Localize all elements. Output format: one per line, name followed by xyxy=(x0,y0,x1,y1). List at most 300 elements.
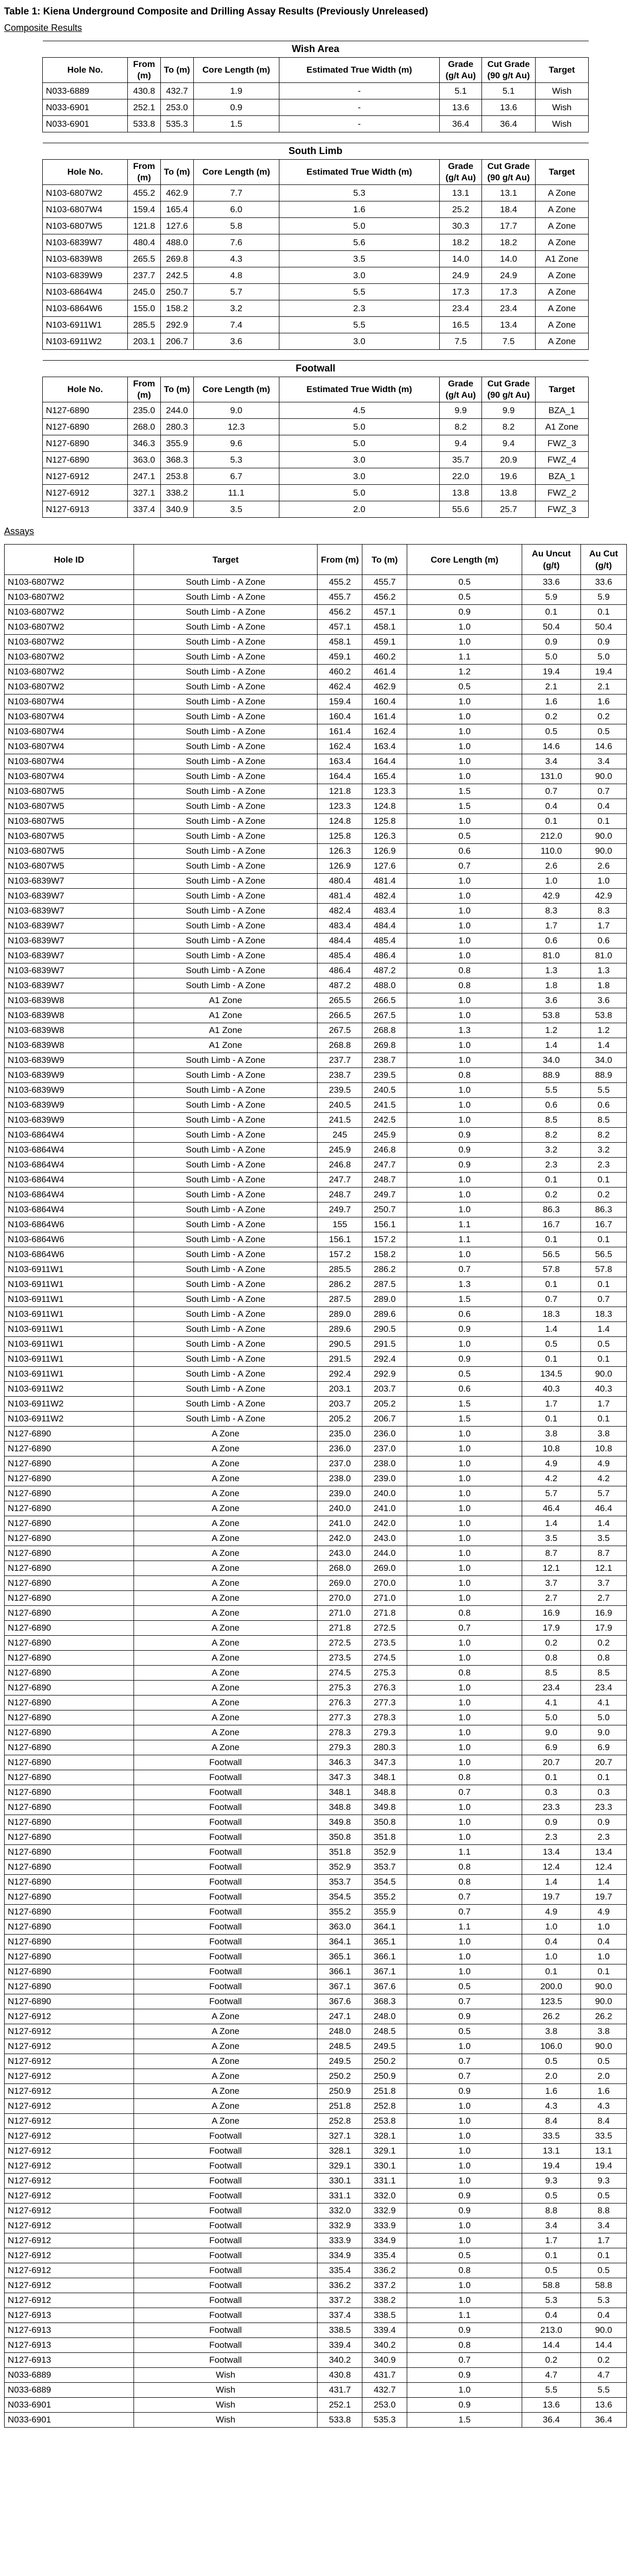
table-cell: 268.8 xyxy=(318,1038,362,1053)
table-cell: 346.3 xyxy=(318,1755,362,1770)
table-cell: A1 Zone xyxy=(535,251,588,267)
table-cell: 2.3 xyxy=(580,1158,626,1173)
table-cell: 36.4 xyxy=(482,116,535,132)
table-cell: 487.2 xyxy=(362,963,407,978)
table-cell: 240.0 xyxy=(318,1501,362,1516)
table-cell: 368.3 xyxy=(160,452,193,468)
table-cell: 1.0 xyxy=(407,1247,522,1262)
table-row xyxy=(5,2308,627,2323)
document-title: Table 1: Kiena Underground Composite and Drilling Assay Results (Previously Unreleased) xyxy=(4,6,428,17)
table-cell: 0.2 xyxy=(580,709,626,724)
table-cell: 457.1 xyxy=(362,605,407,620)
table-cell: 23.3 xyxy=(522,1800,581,1815)
table-cell: 0.5 xyxy=(407,829,522,844)
table-cell: 4.2 xyxy=(522,1471,581,1486)
table-cell: 245 xyxy=(318,1128,362,1143)
table-cell: 1.4 xyxy=(522,1516,581,1531)
table-cell: South Limb - A Zone xyxy=(134,605,318,620)
table-cell: N103-6807W5 xyxy=(5,799,134,814)
table-cell: 1.0 xyxy=(407,1202,522,1217)
table-cell: 5.0 xyxy=(279,485,439,501)
table-cell: 366.1 xyxy=(362,1950,407,1964)
table-cell: 367.6 xyxy=(318,1994,362,2009)
table-cell: A Zone xyxy=(134,2009,318,2024)
table-cell: N103-6864W4 xyxy=(5,1188,134,1202)
table-cell: N103-6839W7 xyxy=(5,934,134,948)
table-cell: 0.5 xyxy=(407,1979,522,1994)
composite-header-row xyxy=(43,377,589,402)
table-cell: 1.3 xyxy=(407,1023,522,1038)
table-cell: South Limb - A Zone xyxy=(134,1367,318,1382)
table-row xyxy=(43,201,589,218)
table-cell: N127-6890 xyxy=(5,1994,134,2009)
table-cell: 42.9 xyxy=(580,889,626,904)
table-row xyxy=(43,284,589,300)
table-cell: 0.1 xyxy=(522,1770,581,1785)
table-cell: Footwall xyxy=(134,1860,318,1875)
table-cell: N103-6807W2 xyxy=(5,605,134,620)
column-header: Hole No. xyxy=(43,377,128,402)
table-cell: 243.0 xyxy=(362,1531,407,1546)
table-row xyxy=(5,1666,627,1681)
table-row xyxy=(5,829,627,844)
table-cell: N103-6864W6 xyxy=(5,1217,134,1232)
table-cell: 158.2 xyxy=(362,1247,407,1262)
table-cell: 273.5 xyxy=(362,1636,407,1651)
table-cell: 340.9 xyxy=(362,2353,407,2368)
table-cell: N127-6890 xyxy=(5,1681,134,1696)
table-cell: 1.0 xyxy=(407,1740,522,1755)
table-cell: 0.1 xyxy=(580,814,626,829)
table-cell: Footwall xyxy=(134,2174,318,2189)
table-cell: 459.1 xyxy=(318,650,362,665)
table-row xyxy=(5,1053,627,1068)
table-row xyxy=(5,1531,627,1546)
table-cell: 333.9 xyxy=(318,2233,362,2248)
table-cell: N127-6890 xyxy=(43,402,128,419)
table-cell: 461.4 xyxy=(362,665,407,680)
table-cell: 86.3 xyxy=(580,1202,626,1217)
table-cell: N103-6807W2 xyxy=(5,620,134,635)
table-cell: 90.0 xyxy=(580,2039,626,2054)
table-cell: 110.0 xyxy=(522,844,581,859)
table-cell: South Limb - A Zone xyxy=(134,1247,318,1262)
table-cell: 355.9 xyxy=(160,435,193,452)
table-cell: 235.0 xyxy=(128,402,161,419)
table-cell: 9.3 xyxy=(580,2174,626,2189)
table-row xyxy=(43,218,589,234)
table-cell: 90.0 xyxy=(580,1994,626,2009)
table-cell: N127-6890 xyxy=(5,1486,134,1501)
table-cell: 269.0 xyxy=(318,1576,362,1591)
table-cell: 533.8 xyxy=(128,116,161,132)
table-cell: 482.4 xyxy=(362,889,407,904)
table-cell: 1.0 xyxy=(407,1636,522,1651)
table-cell: 248.5 xyxy=(362,2024,407,2039)
table-cell: N033-6901 xyxy=(5,2413,134,2428)
table-cell: 456.2 xyxy=(362,590,407,605)
table-cell: 0.2 xyxy=(580,2353,626,2368)
table-cell: 0.5 xyxy=(522,2263,581,2278)
table-row xyxy=(5,739,627,754)
group-gap-cell xyxy=(43,350,589,361)
table-cell: 126.3 xyxy=(318,844,362,859)
table-cell: 81.0 xyxy=(522,948,581,963)
table-row xyxy=(5,978,627,993)
table-cell: 5.3 xyxy=(580,2293,626,2308)
table-cell: 1.0 xyxy=(407,993,522,1008)
table-cell: 25.2 xyxy=(439,201,482,218)
table-cell: 1.0 xyxy=(580,1950,626,1964)
table-cell: 272.5 xyxy=(318,1636,362,1651)
table-cell: 1.4 xyxy=(522,1875,581,1890)
table-cell: 33.6 xyxy=(522,575,581,590)
table-cell: 23.4 xyxy=(522,1681,581,1696)
column-header: From (m) xyxy=(128,377,161,402)
table-cell: Footwall xyxy=(134,1890,318,1905)
table-row xyxy=(5,575,627,590)
table-cell: 8.7 xyxy=(580,1546,626,1561)
table-cell: 245.0 xyxy=(128,284,161,300)
table-cell: 156.1 xyxy=(318,1232,362,1247)
table-cell: 353.7 xyxy=(318,1875,362,1890)
table-cell: N103-6839W7 xyxy=(5,919,134,934)
table-cell: 253.0 xyxy=(160,99,193,116)
table-cell: A1 Zone xyxy=(535,419,588,435)
table-cell: 484.4 xyxy=(362,919,407,934)
table-cell: 291.5 xyxy=(318,1352,362,1367)
table-cell: 1.2 xyxy=(522,1023,581,1038)
table-cell: 0.1 xyxy=(580,1770,626,1785)
table-cell: Footwall xyxy=(134,2338,318,2353)
table-cell: 270.0 xyxy=(362,1576,407,1591)
table-cell: N103-6807W5 xyxy=(5,814,134,829)
table-cell: 3.5 xyxy=(522,1531,581,1546)
table-cell: 1.0 xyxy=(407,2233,522,2248)
table-cell: South Limb - A Zone xyxy=(134,1188,318,1202)
table-cell: N033-6901 xyxy=(43,99,128,116)
table-row xyxy=(5,1442,627,1456)
table-cell: South Limb - A Zone xyxy=(134,1158,318,1173)
table-row xyxy=(5,1382,627,1397)
table-cell: 338.5 xyxy=(362,2308,407,2323)
table-cell: 5.8 xyxy=(193,218,279,234)
table-cell: N127-6890 xyxy=(5,1442,134,1456)
table-row xyxy=(5,1606,627,1621)
table-cell: Wish xyxy=(535,99,588,116)
group-title-row xyxy=(43,143,589,160)
table-row xyxy=(5,1143,627,1158)
table-cell: 90.0 xyxy=(580,769,626,784)
table-cell: 327.1 xyxy=(318,2129,362,2144)
table-cell: 367.1 xyxy=(362,1964,407,1979)
table-cell: 0.5 xyxy=(522,2189,581,2204)
table-cell: N103-6807W4 xyxy=(5,724,134,739)
table-cell: 0.1 xyxy=(522,605,581,620)
table-row xyxy=(43,116,589,132)
table-cell: 1.0 xyxy=(522,1920,581,1935)
table-cell: South Limb - A Zone xyxy=(134,1202,318,1217)
table-cell: 0.5 xyxy=(580,2263,626,2278)
table-cell: 1.6 xyxy=(522,694,581,709)
table-cell: N127-6912 xyxy=(5,2233,134,2248)
table-cell: South Limb - A Zone xyxy=(134,978,318,993)
table-cell: 1.0 xyxy=(407,948,522,963)
table-cell: 46.4 xyxy=(580,1501,626,1516)
table-cell: 13.1 xyxy=(439,185,482,201)
table-cell: Footwall xyxy=(134,1875,318,1890)
table-cell: N127-6912 xyxy=(5,2174,134,2189)
table-cell: N103-6807W2 xyxy=(5,680,134,694)
table-cell: 1.3 xyxy=(580,963,626,978)
table-cell: N127-6890 xyxy=(5,1696,134,1710)
table-cell: 1.2 xyxy=(407,665,522,680)
table-cell: 1.9 xyxy=(193,83,279,99)
table-cell: 0.8 xyxy=(407,963,522,978)
table-cell: 1.0 xyxy=(407,2099,522,2114)
table-cell: 244.0 xyxy=(362,1546,407,1561)
table-cell: 348.8 xyxy=(318,1800,362,1815)
table-cell: 292.9 xyxy=(160,317,193,333)
table-cell: 0.9 xyxy=(407,1322,522,1337)
table-cell: 253.8 xyxy=(362,2114,407,2129)
table-cell: 287.5 xyxy=(318,1292,362,1307)
table-row xyxy=(43,99,589,116)
table-row xyxy=(43,333,589,350)
table-cell: South Limb - A Zone xyxy=(134,1113,318,1128)
table-cell: 0.1 xyxy=(580,1173,626,1188)
table-cell: 1.1 xyxy=(407,1920,522,1935)
table-cell: 340.2 xyxy=(362,2338,407,2353)
table-cell: 276.3 xyxy=(318,1696,362,1710)
table-cell: 25.7 xyxy=(482,501,535,518)
table-row xyxy=(5,1696,627,1710)
table-cell: 355.9 xyxy=(362,1905,407,1920)
table-cell: N127-6890 xyxy=(5,1830,134,1845)
table-cell: A Zone xyxy=(535,185,588,201)
table-row xyxy=(5,1636,627,1651)
column-header: Cut Grade (90 g/t Au) xyxy=(482,377,535,402)
table-cell: 13.6 xyxy=(580,2398,626,2413)
table-cell: 26.2 xyxy=(580,2009,626,2024)
table-cell: 203.7 xyxy=(318,1397,362,1412)
table-cell: 346.3 xyxy=(128,435,161,452)
table-cell: 250.7 xyxy=(362,1202,407,1217)
table-cell: A1 Zone xyxy=(134,1038,318,1053)
table-cell: 3.5 xyxy=(279,251,439,267)
table-cell: 127.6 xyxy=(160,218,193,234)
table-cell: 1.1 xyxy=(407,650,522,665)
table-cell: South Limb - A Zone xyxy=(134,1128,318,1143)
table-cell: A Zone xyxy=(134,1531,318,1546)
table-cell: 3.7 xyxy=(522,1576,581,1591)
table-cell: 237.0 xyxy=(362,1442,407,1456)
table-cell: 240.0 xyxy=(362,1486,407,1501)
table-cell: 0.6 xyxy=(522,934,581,948)
column-header: Au Cut (g/t) xyxy=(580,545,626,575)
table-cell: Footwall xyxy=(134,1979,318,1994)
table-cell: N127-6890 xyxy=(5,1920,134,1935)
table-cell: 285.5 xyxy=(318,1262,362,1277)
table-cell: 267.5 xyxy=(362,1008,407,1023)
table-cell: N103-6911W2 xyxy=(5,1382,134,1397)
table-cell: A Zone xyxy=(134,2099,318,2114)
table-cell: 352.9 xyxy=(362,1845,407,1860)
table-cell: 5.0 xyxy=(279,435,439,452)
table-row xyxy=(5,1950,627,1964)
table-cell: N127-6912 xyxy=(5,2293,134,2308)
table-cell: 155.0 xyxy=(128,300,161,317)
table-cell: 336.2 xyxy=(362,2263,407,2278)
table-row xyxy=(5,620,627,635)
table-cell: 3.4 xyxy=(522,2218,581,2233)
table-row xyxy=(5,1292,627,1307)
table-cell: A1 Zone xyxy=(134,993,318,1008)
table-cell: 462.4 xyxy=(318,680,362,694)
table-cell: 368.3 xyxy=(362,1994,407,2009)
table-cell: 488.0 xyxy=(160,234,193,251)
table-cell: 14.4 xyxy=(580,2338,626,2353)
table-cell: South Limb - A Zone xyxy=(134,874,318,889)
table-cell: 291.5 xyxy=(362,1337,407,1352)
table-cell: 2.3 xyxy=(522,1158,581,1173)
table-row xyxy=(5,1621,627,1636)
table-cell: 292.4 xyxy=(362,1352,407,1367)
column-header: Hole No. xyxy=(43,58,128,83)
table-cell: 125.8 xyxy=(318,829,362,844)
table-cell: 1.0 xyxy=(407,1964,522,1979)
table-cell: N127-6890 xyxy=(5,1710,134,1725)
table-cell: 269.8 xyxy=(160,251,193,267)
table-cell: South Limb - A Zone xyxy=(134,1307,318,1322)
table-row xyxy=(5,1994,627,2009)
table-cell: 0.4 xyxy=(580,799,626,814)
table-cell: A Zone xyxy=(134,1696,318,1710)
table-cell: 4.1 xyxy=(522,1696,581,1710)
table-cell: 125.8 xyxy=(362,814,407,829)
table-cell: 348.1 xyxy=(318,1785,362,1800)
table-cell: N103-6807W2 xyxy=(43,185,128,201)
table-cell: 0.9 xyxy=(407,2009,522,2024)
table-cell: 17.7 xyxy=(482,218,535,234)
table-cell: 0.8 xyxy=(407,1068,522,1083)
table-cell: 8.8 xyxy=(522,2204,581,2218)
table-cell: 1.0 xyxy=(407,739,522,754)
table-cell: 10.8 xyxy=(522,1442,581,1456)
table-cell: 3.5 xyxy=(193,501,279,518)
table-cell: N127-6912 xyxy=(5,2084,134,2099)
table-cell: 5.9 xyxy=(522,590,581,605)
table-cell: 55.6 xyxy=(439,501,482,518)
table-row xyxy=(5,2413,627,2428)
table-cell: 350.8 xyxy=(318,1830,362,1845)
table-cell: 0.7 xyxy=(407,2353,522,2368)
table-cell: N127-6890 xyxy=(5,1591,134,1606)
table-cell: N103-6839W9 xyxy=(5,1098,134,1113)
table-cell: 430.8 xyxy=(318,2368,362,2383)
table-cell: 278.3 xyxy=(318,1725,362,1740)
table-row xyxy=(5,889,627,904)
table-cell: Footwall xyxy=(134,1785,318,1800)
table-cell: 240.5 xyxy=(318,1098,362,1113)
table-row xyxy=(5,2189,627,2204)
table-cell: Footwall xyxy=(134,2129,318,2144)
table-row xyxy=(5,2129,627,2144)
table-cell: 248.0 xyxy=(318,2024,362,2039)
table-cell: 200.0 xyxy=(522,1979,581,1994)
table-cell: 3.5 xyxy=(580,1531,626,1546)
table-cell: 0.9 xyxy=(407,2368,522,2383)
table-cell: 2.3 xyxy=(522,1830,581,1845)
table-cell: A Zone xyxy=(134,2084,318,2099)
table-row xyxy=(43,468,589,485)
table-cell: 134.5 xyxy=(522,1367,581,1382)
table-cell: 1.8 xyxy=(580,978,626,993)
table-cell: N127-6890 xyxy=(5,1950,134,1964)
table-cell: 1.0 xyxy=(407,1501,522,1516)
table-cell: 8.2 xyxy=(522,1128,581,1143)
table-row xyxy=(5,1262,627,1277)
table-row xyxy=(5,1202,627,1217)
table-cell: 363.0 xyxy=(128,452,161,468)
table-cell: 0.2 xyxy=(580,1636,626,1651)
table-cell: 1.0 xyxy=(407,1337,522,1352)
table-cell: 35.7 xyxy=(439,452,482,468)
table-cell: Footwall xyxy=(134,1800,318,1815)
table-cell: 0.5 xyxy=(407,680,522,694)
table-cell: 0.2 xyxy=(522,1636,581,1651)
table-cell: 5.0 xyxy=(522,650,581,665)
table-cell: 5.7 xyxy=(522,1486,581,1501)
table-cell: South Limb - A Zone xyxy=(134,769,318,784)
table-cell: 0.9 xyxy=(522,1815,581,1830)
table-cell: 430.8 xyxy=(128,83,161,99)
table-cell: N103-6911W1 xyxy=(5,1322,134,1337)
table-cell: 13.4 xyxy=(522,1845,581,1860)
table-cell: 1.0 xyxy=(407,1755,522,1770)
table-cell: A Zone xyxy=(535,300,588,317)
table-row xyxy=(5,814,627,829)
table-cell: 251.8 xyxy=(318,2099,362,2114)
table-cell: N103-6911W1 xyxy=(5,1277,134,1292)
table-cell: N127-6912 xyxy=(5,2024,134,2039)
table-cell: Footwall xyxy=(134,2189,318,2204)
column-header: Grade (g/t Au) xyxy=(439,160,482,185)
table-cell: N127-6890 xyxy=(5,1770,134,1785)
table-cell: N127-6890 xyxy=(5,1561,134,1576)
table-cell: 1.0 xyxy=(407,889,522,904)
table-cell: 0.8 xyxy=(407,1770,522,1785)
table-cell: 0.7 xyxy=(407,2054,522,2069)
table-cell: 5.5 xyxy=(580,1083,626,1098)
table-cell: 19.4 xyxy=(580,2159,626,2174)
table-cell: 0.1 xyxy=(580,1277,626,1292)
table-cell: 535.3 xyxy=(160,116,193,132)
table-cell: 286.2 xyxy=(318,1277,362,1292)
table-cell: 241.0 xyxy=(318,1516,362,1531)
table-cell: 243.0 xyxy=(318,1546,362,1561)
table-cell: 364.1 xyxy=(318,1935,362,1950)
table-cell: 244.0 xyxy=(160,402,193,419)
table-row xyxy=(5,1651,627,1666)
table-cell: 2.3 xyxy=(279,300,439,317)
table-cell: 206.7 xyxy=(160,333,193,350)
table-cell: 1.0 xyxy=(407,1008,522,1023)
table-cell: A Zone xyxy=(134,1725,318,1740)
table-cell: - xyxy=(279,83,439,99)
table-cell: 164.4 xyxy=(318,769,362,784)
table-cell: 1.0 xyxy=(407,1053,522,1068)
